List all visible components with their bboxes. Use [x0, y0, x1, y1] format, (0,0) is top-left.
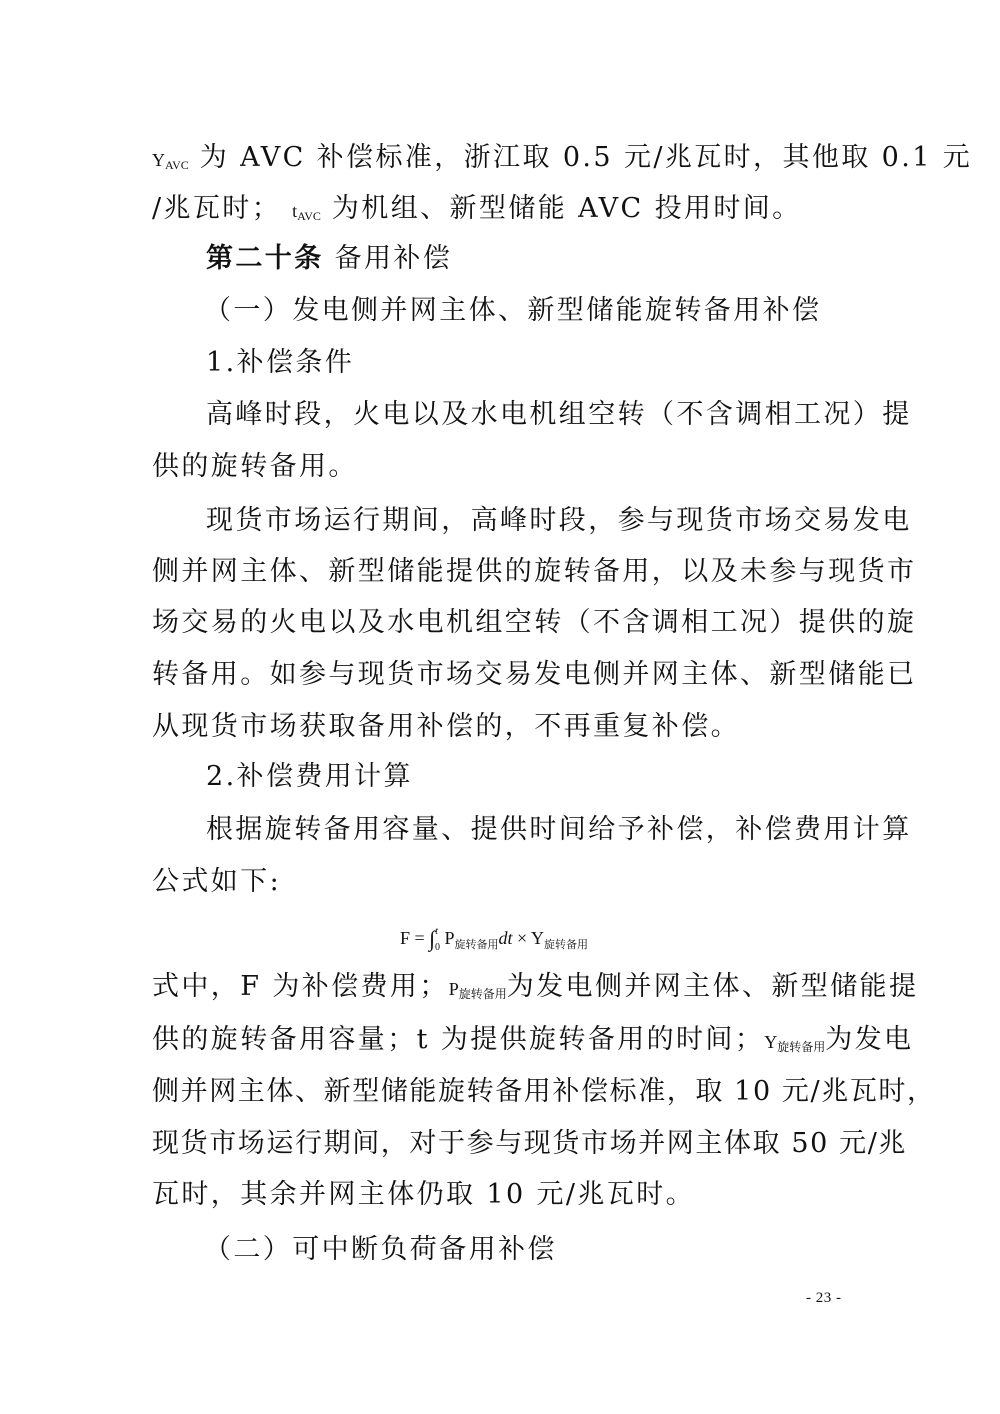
article-heading — [206, 244, 906, 274]
formula-p-subscript: 旋转备用 — [454, 939, 499, 951]
cond-p2-line4: 转备用。如参与现货市场交易发电侧并网主体、新型储能已 — [152, 659, 917, 690]
section1-heading: （一）发电侧并网主体、新型储能旋转备用补偿 — [204, 295, 822, 326]
section2-heading: （二）可中断负荷备用补偿 — [204, 1234, 557, 1265]
explain-var-y-subscript: 旋转备用 — [777, 1040, 826, 1054]
var-t-subscript: AVC — [297, 209, 321, 223]
formula-y: Y — [531, 928, 545, 948]
calc-heading: 2.补偿费用计算 — [206, 761, 413, 792]
explain-var-y: Y — [764, 1032, 778, 1052]
explain-line2-a: 供的旋转备用容量；t 为提供旋转备用的时间； — [152, 1024, 765, 1055]
explain-line4: 现货市场运行期间，对于参与现货市场并网主体取 50 元/兆 — [152, 1128, 908, 1159]
explain-line2-b: 为发电 — [825, 1024, 914, 1055]
cond-p2-line5: 从现货市场获取备用补偿的，不再重复补偿。 — [152, 711, 740, 742]
para1-line1-text: 为 AVC 补偿标准，浙江取 0.5 元/兆瓦时，其他取 0.1 元 — [199, 142, 973, 173]
cond-p1-line2: 供的旋转备用。 — [152, 451, 358, 482]
explain-line5: 瓦时，其余并网主体仍取 10 元/兆瓦时。 — [152, 1179, 696, 1210]
cond-p2-line2: 侧并网主体、新型储能提供的旋转备用，以及未参与现货市 — [152, 556, 917, 587]
integral-upper-limit: t — [435, 926, 438, 937]
integral-icon: ∫ — [429, 926, 436, 951]
calc-p1-line1: 根据旋转备用容量、提供时间给予补偿，补偿费用计算 — [206, 814, 912, 845]
calc-p1-line2: 公式如下: — [152, 866, 282, 897]
compensation-formula — [400, 925, 588, 957]
explain-line2 — [152, 1024, 914, 1062]
para1-line2-text-a: /兆瓦时； — [152, 193, 282, 224]
para1-line2-text-b: 为机组、新型储能 AVC 投用时间。 — [331, 193, 802, 224]
explain-line1-a: 式中，F 为补偿费用； — [152, 971, 449, 1002]
cond-p1-line1: 高峰时段，火电以及水电机组空转（不含调相工况）提 — [206, 399, 912, 430]
explain-line3: 侧并网主体、新型储能旋转备用补偿标准，取 10 元/兆瓦时， — [152, 1076, 936, 1107]
formula-y-subscript: 旋转备用 — [544, 939, 589, 951]
cond-p2-line3: 场交易的火电以及水电机组空转（不含调相工况）提供的旋 — [152, 607, 917, 638]
var-y-subscript: AVC — [165, 158, 189, 172]
explain-var-p-subscript: 旋转备用 — [458, 987, 507, 1001]
var-t: t — [292, 201, 298, 221]
page-number: - 23 - — [806, 1290, 842, 1306]
article-number: 第二十条 — [206, 243, 324, 274]
explain-line1 — [152, 971, 919, 1009]
explain-var-p: P — [448, 979, 459, 999]
cond-heading: 1.补偿条件 — [206, 347, 355, 378]
formula-lhs: F = — [400, 928, 425, 948]
article-title: 备用补偿 — [334, 243, 453, 274]
formula-dt: dt — [498, 928, 513, 948]
para1-line2 — [152, 194, 852, 231]
formula-times: × — [517, 928, 528, 948]
formula-p: P — [444, 928, 455, 948]
para1-line1 — [152, 142, 973, 180]
var-y: Y — [152, 150, 165, 170]
cond-p2-line1: 现货市场运行期间，高峰时段，参与现货市场交易发电 — [206, 505, 912, 536]
explain-line1-b: 为发电侧并网主体、新型储能提 — [506, 971, 919, 1002]
integral-lower-limit: 0 — [434, 942, 440, 953]
